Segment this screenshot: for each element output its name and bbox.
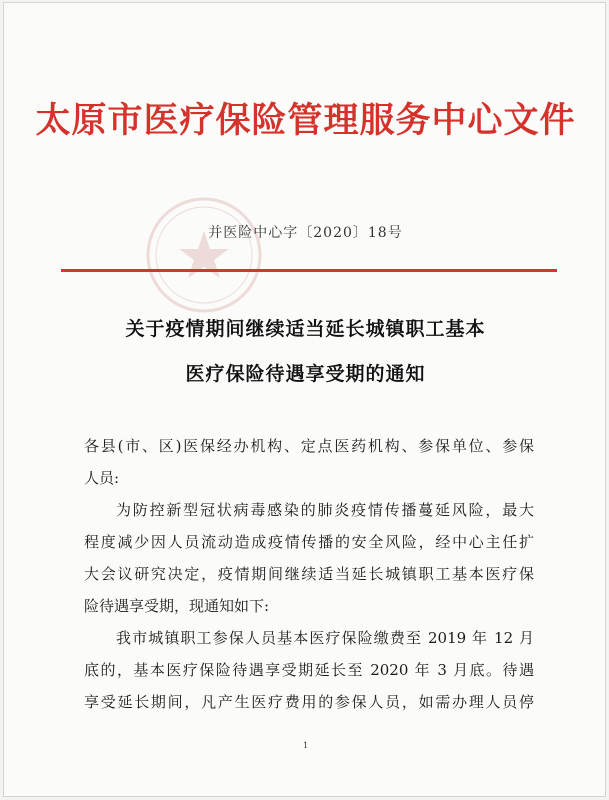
body-line: 险待遇享受期，现通知如下: <box>84 597 270 615</box>
body-line: 程度减少因人员流动造成疫情传播的安全风险，经中心主任扩 <box>84 533 534 551</box>
red-divider-line <box>61 269 557 272</box>
page-number: 1 <box>302 741 309 750</box>
body-line: 底的，基本医疗保险待遇享受期延长至 2020 年 3 月底。待遇 <box>84 661 534 679</box>
body-line: 各县(市、区)医保经办机构、定点医药机构、参保单位、参保 <box>84 437 534 455</box>
official-seal-watermark <box>144 195 264 315</box>
body-line: 人员: <box>84 469 120 487</box>
body-line: 享受延长期间，凡产生医疗费用的参保人员，如需办理人员停 <box>84 693 534 711</box>
notice-title-line-2: 医疗保险待遇享受期的通知 <box>185 363 426 385</box>
document-number: 并医险中心字〔2020〕18号 <box>208 225 403 241</box>
body-line: 我市城镇职工参保人员基本医疗保险缴费至 2019 年 12 月 <box>116 629 534 647</box>
document-page <box>3 2 606 797</box>
notice-title-line-1: 关于疫情期间继续适当延长城镇职工基本 <box>125 318 486 340</box>
issuing-authority-header: 太原市医疗保险管理服务中心文件 <box>35 100 576 141</box>
body-line: 大会议研究决定，疫情期间继续适当延长城镇职工基本医疗保 <box>84 565 534 583</box>
body-line: 为防控新型冠状病毒感染的肺炎疫情传播蔓延风险，最大 <box>116 501 534 519</box>
